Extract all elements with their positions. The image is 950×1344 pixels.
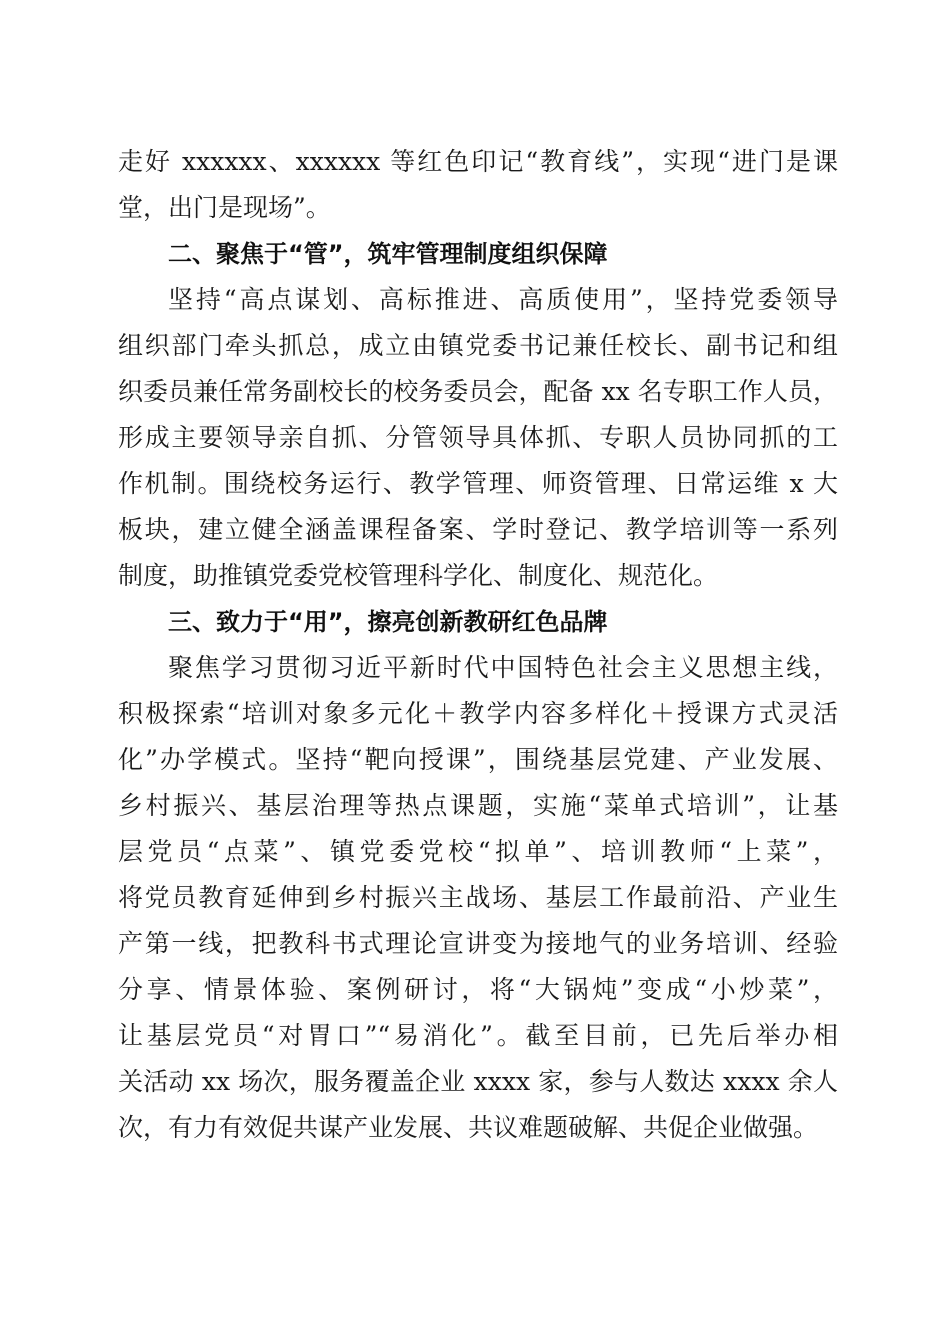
body-text-line: 制度，助推镇党委党校管理科学化、制度化、规范化。	[118, 561, 719, 590]
body-text-line: 走好 xxxxxx、xxxxxx 等红色印记“教育线”，实现“进门是课	[118, 147, 838, 176]
section-heading-3: 三、致力于“用”，擦亮创新教研红色品牌	[168, 608, 608, 636]
body-text-line: 聚焦学习贯彻习近平新时代中国特色社会主义思想主线，	[168, 653, 838, 682]
body-text-line: 作机制。围绕校务运行、教学管理、师资管理、日常运维 x 大	[118, 469, 838, 498]
body-text-line: 板块，建立健全涵盖课程备案、学时登记、教学培训等一系列	[118, 515, 838, 544]
body-text-line: 次，有力有效促共谋产业发展、共议难题破解、共促企业做强。	[118, 1113, 819, 1142]
body-text-line: 积极探索“培训对象多元化＋教学内容多样化＋授课方式灵活	[118, 699, 838, 728]
body-text-line: 坚持“高点谋划、高标推进、高质使用”，坚持党委领导	[168, 285, 838, 314]
body-text-line: 化”办学模式。坚持“靶向授课”，围绕基层党建、产业发展、	[118, 745, 838, 774]
body-text-line: 关活动 xx 场次，服务覆盖企业 xxxx 家，参与人数达 xxxx 余人	[118, 1067, 838, 1096]
body-text-line: 让基层党员“对胃口”“易消化”。截至目前，已先后举办相	[118, 1021, 838, 1050]
body-text-line: 分享、情景体验、案例研讨，将“大锅炖”变成“小炒菜”，	[118, 975, 838, 1004]
body-text-line: 产第一线，把教科书式理论宣讲变为接地气的业务培训、经验	[118, 929, 838, 958]
section-heading-2: 二、聚焦于“管”，筑牢管理制度组织保障	[168, 240, 608, 268]
body-text-line: 将党员教育延伸到乡村振兴主战场、基层工作最前沿、产业生	[118, 883, 838, 912]
body-text-line: 乡村振兴、基层治理等热点课题，实施“菜单式培训”，让基	[118, 791, 838, 820]
body-text-line: 织委员兼任常务副校长的校务委员会，配备 xx 名专职工作人员，	[118, 377, 838, 406]
body-text-line: 形成主要领导亲自抓、分管领导具体抓、专职人员协同抓的工	[118, 423, 838, 452]
body-text-line: 堂，出门是现场”。	[118, 193, 331, 222]
body-text-line: 层党员“点菜”、镇党委党校“拟单”、培训教师“上菜”，	[118, 837, 838, 866]
body-text-line: 组织部门牵头抓总，成立由镇党委书记兼任校长、副书记和组	[118, 331, 838, 360]
